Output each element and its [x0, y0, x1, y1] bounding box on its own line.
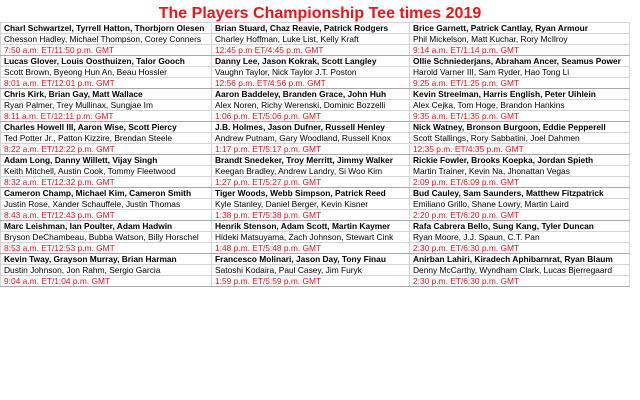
tee-time-cell: 1:38 p.m. ET/5:38 p.m. GMT [212, 210, 410, 221]
players-cell: Alex Cejka, Tom Hoge, Brandon Hankins [410, 100, 630, 111]
tee-time-cell: 1:06 p.m. ET/5:06 p.m. GMT [212, 111, 410, 122]
players-cell: Cameron Champ, Michael Kim, Cameron Smith [1, 188, 212, 199]
tee-time-cell: 9:35 a.m. ET/1:35 p.m. GMT [410, 111, 630, 122]
tee-time-cell: 9:25 a.m. ET/1:25 p.m. GMT [410, 78, 630, 89]
tee-time-row [1, 177, 630, 188]
players-cell: Charl Schwartzel, Tyrrell Hatton, Thorbjorn Olesen [1, 23, 212, 34]
players-cell: Bryson DeChambeau, Bubba Watson, Billy Horschel [1, 232, 212, 243]
group-1-row [1, 89, 630, 100]
tee-time-row [1, 276, 630, 287]
players-cell: Keegan Bradley, Andrew Landry, Si Woo Kim [212, 166, 410, 177]
tee-time-row [1, 111, 630, 122]
players-cell: J.B. Holmes, Jason Dufner, Russell Henley [212, 122, 410, 133]
group-2-row [1, 166, 630, 177]
tee-time-row [1, 210, 630, 221]
tee-time-cell: 8:11 a.m. ET/12:11 p.m. GMT [1, 111, 212, 122]
group-1-row [1, 155, 630, 166]
players-cell: Marc Leishman, Ian Poulter, Adam Hadwin [1, 221, 212, 232]
tee-time-cell: 8:53 a.m. ET/12:53 p.m. GMT [1, 243, 212, 254]
players-cell: Lucas Glover, Louis Oosthuizen, Talor Gooch [1, 56, 212, 67]
players-cell: Rafa Cabrera Bello, Sung Kang, Tyler Duncan [410, 221, 630, 232]
players-cell: Kevin Streelman, Harris English, Peter Uihlein [410, 89, 630, 100]
tee-time-cell: 12:56 p.m. ET/4:56 p.m. GMT [212, 78, 410, 89]
tee-time-cell: 12:35 p.m. ET/4:35 p.m. GMT [410, 144, 630, 155]
group-1-row [1, 56, 630, 67]
players-cell: Brian Stuard, Chaz Reavie, Patrick Rodgers [212, 23, 410, 34]
players-cell: Satoshi Kodaira, Paul Casey, Jim Furyk [212, 265, 410, 276]
players-cell: Emiliano Grillo, Shane Lowry, Martin Laird [410, 199, 630, 210]
players-cell: Brandt Snedeker, Troy Merritt, Jimmy Walker [212, 155, 410, 166]
tee-time-cell: 2:20 p.m. ET/6:20 p.m. GMT [410, 210, 630, 221]
players-cell: Kyle Stanley, Daniel Berger, Kevin Kisner [212, 199, 410, 210]
players-cell: Francesco Molinari, Jason Day, Tony Finau [212, 254, 410, 265]
players-cell: Adam Long, Danny Willett, Vijay Singh [1, 155, 212, 166]
group-2-row [1, 67, 630, 78]
tee-time-cell: 8:01 a.m. ET/12:01 p.m. GMT [1, 78, 212, 89]
players-cell: Chris Kirk, Brian Gay, Matt Wallace [1, 89, 212, 100]
players-cell: Aaron Baddeley, Branden Grace, John Huh [212, 89, 410, 100]
tee-time-cell: 2:30 p.m. ET/6:30 p.m. GMT [410, 276, 630, 287]
players-cell: Rickie Fowler, Brooks Koepka, Jordan Spieth [410, 155, 630, 166]
players-cell: Ryan Moore, J.J. Spaun, C.T. Pan [410, 232, 630, 243]
players-cell: Charles Howell III, Aaron Wise, Scott Piercy [1, 122, 212, 133]
tee-time-cell: 7:50 a.m. ET/11:50 p.m. GMT [1, 45, 212, 56]
tee-time-cell: 12:45 p.m ET/4:45 p.m. GMT [212, 45, 410, 56]
players-cell: Ollie Schniederjans, Abraham Ancer, Seamus Power [410, 56, 630, 67]
tee-time-cell: 8:32 a.m. ET/12:32 p.m. GMT [1, 177, 212, 188]
group-2-row [1, 232, 630, 243]
players-cell: Scott Brown, Byeong Hun An, Beau Hossler [1, 67, 212, 78]
players-cell: Danny Lee, Jason Kokrak, Scott Langley [212, 56, 410, 67]
tee-time-cell: 2:30 p.m. ET/6:30 p.m. GMT [410, 243, 630, 254]
group-2-row [1, 100, 630, 111]
players-cell: Scott Stallings, Rory Sabbatini, Joel Dahmen [410, 133, 630, 144]
tee-time-cell: 1:17 p.m. ET/5:17 p.m. GMT [212, 144, 410, 155]
group-1-row [1, 221, 630, 232]
group-2-row [1, 199, 630, 210]
players-cell: Henrik Stenson, Adam Scott, Martin Kaymer [212, 221, 410, 232]
tee-time-row [1, 78, 630, 89]
tee-times-table [0, 22, 630, 287]
tee-time-cell: 9:04 a.m. ET/1:04 p.m. GMT [1, 276, 212, 287]
group-2-row [1, 133, 630, 144]
group-1-row [1, 23, 630, 34]
players-cell: Chesson Hadley, Michael Thompson, Corey Conners [1, 34, 212, 45]
tee-time-cell: 1:27 p.m. ET/5:27 p.m. GMT [212, 177, 410, 188]
players-cell: Anirban Lahiri, Kiradech Aphibarnrat, Ryan Blaum [410, 254, 630, 265]
tee-time-cell: 8:22 a.m. ET/12:22 p.m. GMT [1, 144, 212, 155]
players-cell: Denny McCarthy, Wyndham Clark, Lucas Bjerregaard [410, 265, 630, 276]
players-cell: Justin Rose, Xander Schauffele, Justin Thomas [1, 199, 212, 210]
tee-time-row [1, 243, 630, 254]
group-2-row [1, 34, 630, 45]
group-2-row [1, 265, 630, 276]
players-cell: Dustin Johnson, Jon Rahm, Sergio Garcia [1, 265, 212, 276]
group-1-row [1, 254, 630, 265]
tee-time-row [1, 144, 630, 155]
tee-time-cell: 9:14 a.m. ET/1:14 p.m. GMT [410, 45, 630, 56]
players-cell: Andrew Putnam, Gary Woodland, Russell Knox [212, 133, 410, 144]
players-cell: Martin Trainer, Kevin Na, Jhonattan Vegas [410, 166, 630, 177]
group-1-row [1, 122, 630, 133]
players-cell: Harold Varner III, Sam Ryder, Hao Tong Li [410, 67, 630, 78]
players-cell: Alex Noren, Richy Werenski, Dominic Bozzelli [212, 100, 410, 111]
players-cell: Ted Potter Jr., Patton Kizzire, Brendan Steele [1, 133, 212, 144]
players-cell: Bud Cauley, Sam Saunders, Matthew Fitzpatrick [410, 188, 630, 199]
players-cell: Charley Hoffman, Luke List, Kelly Kraft [212, 34, 410, 45]
players-cell: Keith Mitchell, Austin Cook, Tommy Fleetwood [1, 166, 212, 177]
tee-time-cell: 8:43 a.m. ET/12:43 p.m. GMT [1, 210, 212, 221]
group-1-row [1, 188, 630, 199]
tee-time-cell: 1:48 p.m. ET/5:48 p.m. GMT [212, 243, 410, 254]
players-cell: Ryan Palmer, Trey Mullinax, Sungjae Im [1, 100, 212, 111]
players-cell: Brice Garnett, Patrick Cantlay, Ryan Armour [410, 23, 630, 34]
tee-time-cell: 1:59 p.m. ET/5:59 p.m. GMT [212, 276, 410, 287]
tee-time-row [1, 45, 630, 56]
players-cell: Hideki Matsuyama, Zach Johnson, Stewart Cink [212, 232, 410, 243]
tee-time-cell: 2:09 p.m. ET/6:09 p.m. GMT [410, 177, 630, 188]
tee-times-body [1, 23, 630, 287]
players-cell: Kevin Tway, Grayson Murray, Brian Harman [1, 254, 212, 265]
players-cell: Vaughn Taylor, Nick Taylor J.T. Poston [212, 67, 410, 78]
players-cell: Tiger Woods, Webb Simpson, Patrick Reed [212, 188, 410, 199]
players-cell: Phil Mickelson, Matt Kuchar, Rory McIlroy [410, 34, 630, 45]
page-title: The Players Championship Tee times 2019 [158, 5, 482, 22]
players-cell: Nick Watney, Bronson Burgoon, Eddie Pepperell [410, 122, 630, 133]
